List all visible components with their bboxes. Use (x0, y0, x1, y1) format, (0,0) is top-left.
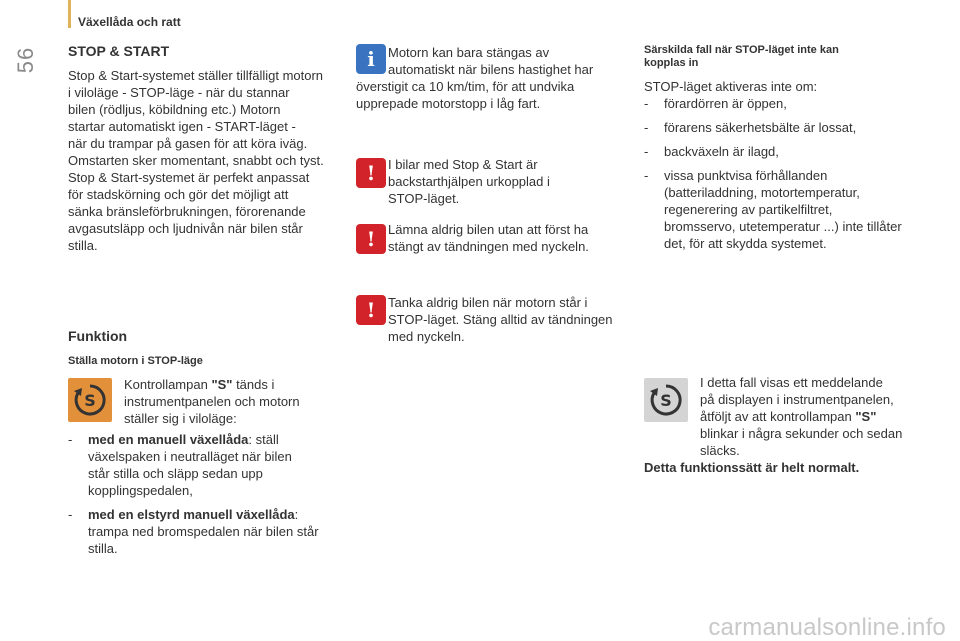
lamp-text: Kontrollampan (124, 377, 212, 392)
info-text: Motorn kan bara stängas av (388, 45, 550, 60)
list-item-text: kopplingspedalen, (88, 483, 193, 498)
warning-line: Lämna aldrig bilen utan att först ha (388, 222, 589, 237)
warning-glyph: ! (366, 161, 376, 185)
warning-icon (356, 224, 386, 254)
intro-line: startar automatiskt igen - START-läget - (68, 119, 296, 134)
s-auto-icon (644, 378, 688, 422)
blink-text: släcks. (700, 443, 740, 458)
warning-line: I bilar med Stop & Start är (388, 157, 538, 172)
warning-line: STOP-läget. (388, 191, 460, 206)
lamp-text: ställer sig i viloläge: (124, 411, 237, 426)
list-item-bold: med en manuell växellåda (88, 432, 249, 447)
special-cases-heading (644, 44, 839, 70)
blink-text: på displayen i instrumentpanelen, (700, 392, 894, 407)
warning-glyph: ! (366, 298, 376, 322)
special-cases-heading-line: Särskilda fall när STOP-läget inte kan (644, 44, 839, 56)
list-item-bold: med en elstyrd manuell växellåda (88, 507, 295, 522)
blink-text: blinkar i några sekunder och sedan (700, 426, 903, 441)
svg-text:S: S (660, 391, 672, 410)
warning-glyph: ! (366, 227, 376, 251)
list-item-text: stilla. (88, 541, 118, 556)
info-text: automatiskt när bilens hastighet har (388, 62, 594, 77)
intro-line: Stop & Start-systemet ställer tillfälligt motorn (68, 68, 324, 83)
list-dash: - (644, 144, 649, 159)
list-item-text: växelspaken i neutralläget när bilen (88, 449, 292, 464)
list-item-text: : (294, 507, 299, 522)
list-item-text: : ställ (248, 432, 279, 447)
stop-not-active-intro: STOP-läget aktiveras inte om: (644, 79, 818, 94)
info-text: överstigit ca 10 km/tim, för att undvika (356, 79, 575, 94)
warning-text (388, 221, 628, 255)
list-item-text: förardörren är öppen, (664, 96, 787, 111)
s-auto-icon (68, 378, 112, 422)
blink-text: I detta fall visas ett meddelande (700, 375, 883, 390)
intro-line: Omstarten sker momentant, snabbt och tyst. (68, 153, 324, 168)
warning-text (388, 294, 633, 345)
intro-line: stilla. (68, 238, 98, 253)
svg-text:S: S (84, 391, 96, 410)
conditions-list (644, 95, 934, 252)
normal-note: Detta funktionssätt är helt normalt. (644, 460, 860, 475)
list-item-text: vissa punktvisa förhållanden (664, 168, 828, 183)
intro-line: bilen (rödljus, köbildning etc.) Motorn (68, 102, 281, 117)
warning-icon (356, 295, 386, 325)
lamp-s-label: "S" (855, 409, 877, 424)
info-text: upprepade motorstopp i låg fart. (356, 96, 541, 111)
list-item-text: det, för att skydda systemet. (664, 236, 827, 251)
gearbox-list (68, 431, 348, 557)
list-dash: - (68, 432, 73, 447)
function-title: Funktion (68, 328, 128, 344)
list-item-text: backväxeln är ilagd, (664, 144, 779, 159)
list-dash: - (68, 507, 73, 522)
info-icon (356, 44, 386, 74)
blink-paragraph (700, 374, 940, 459)
info-glyph: i (367, 47, 375, 71)
list-item (644, 167, 934, 252)
lamp-text: tänds i (232, 377, 275, 392)
intro-line: när du trampar på gasen för att köra iväg. (68, 136, 308, 151)
intro-line: för stadskörning och gör det möjligt att (68, 187, 289, 202)
warning-text (388, 156, 628, 207)
warning-line: stängt av tändningen med nyckeln. (388, 239, 589, 254)
list-item-text: förarens säkerhetsbälte är lossat, (664, 120, 857, 135)
list-item-text: regenerering av partikelfiltret, (664, 202, 833, 217)
list-item (644, 143, 934, 160)
list-item-text: bromsservo, utetemperatur ...) inte tillåter (664, 219, 902, 234)
list-item (644, 119, 934, 136)
list-dash: - (644, 168, 649, 183)
stop-start-title: STOP & START (68, 43, 170, 59)
stop-mode-heading: Ställa motorn i STOP-läge (68, 355, 203, 367)
list-dash: - (644, 96, 649, 111)
special-cases-heading-line: kopplas in (644, 57, 699, 69)
warning-line: Tanka aldrig bilen när motorn står i (388, 295, 588, 310)
warning-line: backstarthjälpen urkopplad i (388, 174, 550, 189)
list-item-text: (batteriladdning, motortemperatur, (664, 185, 860, 200)
page-number: 56 (13, 46, 38, 74)
warning-icon (356, 158, 386, 188)
lamp-paragraph (124, 376, 344, 427)
watermark: carmanualsonline.info (708, 614, 946, 641)
lamp-s-label: "S" (211, 377, 233, 392)
list-item (68, 506, 348, 557)
warning-line: STOP-läget. Stäng alltid av tändningen (388, 312, 613, 327)
intro-line: Stop & Start-systemet är perfekt anpassat (68, 170, 310, 185)
intro-paragraph (68, 67, 348, 254)
list-item (68, 431, 348, 499)
list-item (644, 95, 934, 112)
lamp-text: instrumentpanelen och motorn (124, 394, 300, 409)
accent-bar (68, 0, 71, 28)
intro-line: sänka bränsleförbrukningen, förorenande (68, 204, 306, 219)
blink-text: åtföljt av att kontrollampan (700, 409, 856, 424)
warning-line: med nyckeln. (388, 329, 465, 344)
list-item-text: trampa ned bromspedalen när bilen står (88, 524, 319, 539)
list-dash: - (644, 120, 649, 135)
intro-line: i viloläge - STOP-läge - när du stannar (68, 85, 290, 100)
list-item-text: står stilla och släpp sedan upp (88, 466, 263, 481)
intro-line: avgasutsläpp och ljudnivån när bilen står (68, 221, 303, 236)
section-header: Växellåda och ratt (78, 15, 181, 29)
